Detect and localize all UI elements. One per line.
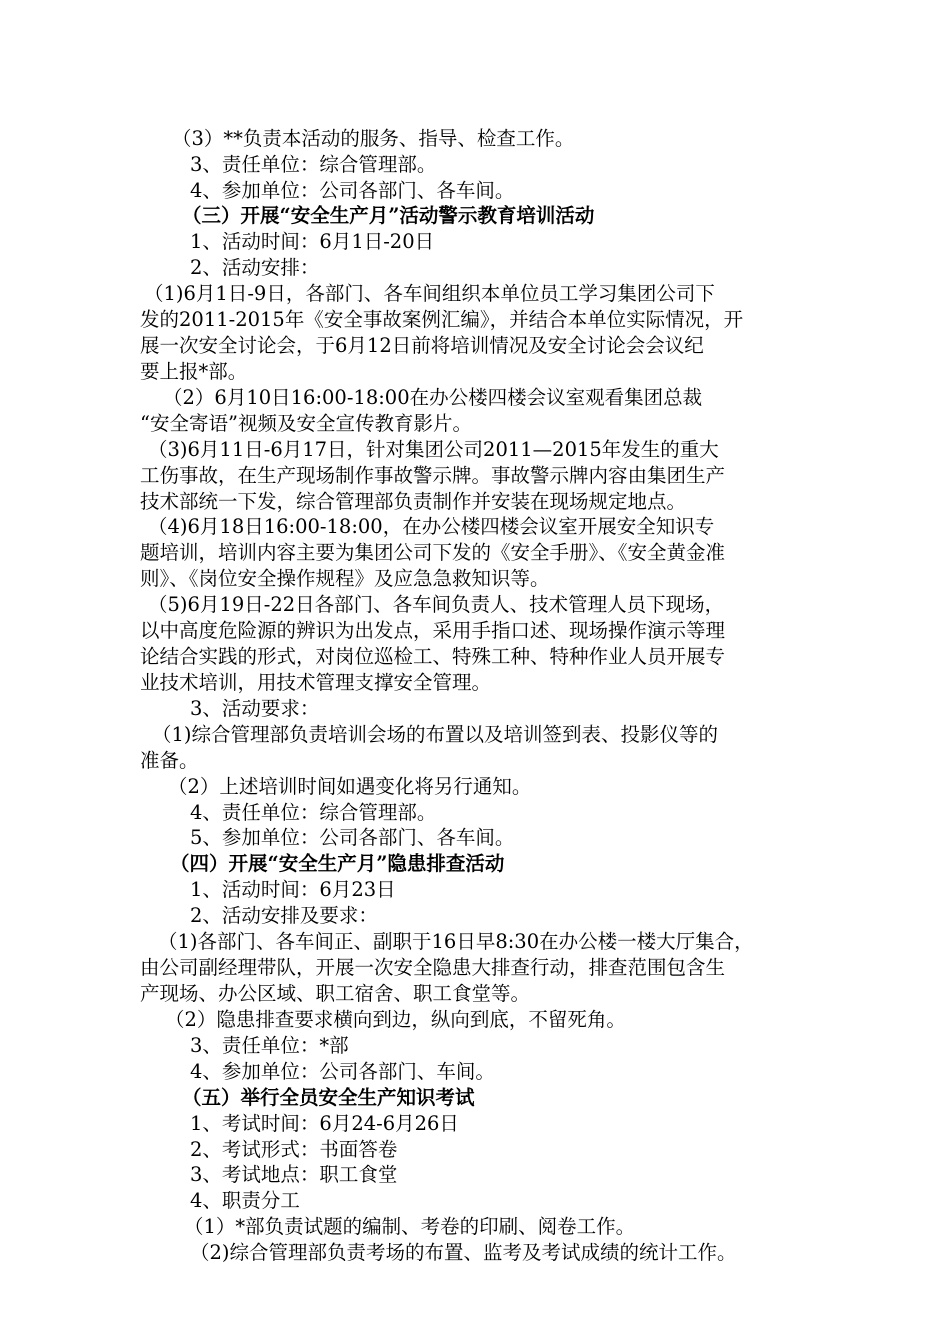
paragraph-line: 则》、《岗位安全操作规程》及应急急救知识等。 [140,567,550,590]
list-item: 3、活动要求： [190,697,320,720]
paragraph-line: 由公司副经理带队，开展一次安全隐患大排查行动，排查范围包含生 [140,956,726,979]
paragraph-line: （1)综合管理部负责培训会场的布置以及培训签到表、投影仪等的 [152,723,719,746]
list-item: 2、考试形式：书面答卷 [190,1138,398,1161]
list-item: 3、责任单位：*部 [190,1034,349,1057]
paragraph-line: （1)6月1日-9日，各部门、各车间组织本单位员工学习集团公司下 [144,282,715,305]
paragraph-line: （1)各部门、各车间正、副职于16日早8:30在办公楼一楼大厅集合， [158,930,754,953]
list-item: （2）隐患排查要求横向到边，纵向到底，不留死角。 [165,1008,626,1031]
list-item: 4、参加单位：公司各部门、各车间。 [190,179,515,202]
paragraph-line: （3)6月11日-6月17日，针对集团公司2011—2015年发生的重大 [148,438,719,461]
list-item: 4、参加单位：公司各部门、车间。 [190,1060,495,1083]
paragraph-line: （4)6月18日16:00-18:00，在办公楼四楼会议室开展安全知识专 [148,515,715,538]
paragraph-line: 发的2011-2015年《安全事故案例汇编》，并结合本单位实际情况，开 [140,308,744,331]
section-heading: （四）开展“安全生产月”隐患排查活动 [170,852,505,875]
list-item: 2、活动安排及要求： [190,904,378,927]
list-item: 3、责任单位：综合管理部。 [190,153,437,176]
section-heading: （三）开展“安全生产月”活动警示教育培训活动 [182,204,595,227]
list-item: （2）上述培训时间如遇变化将另行通知。 [168,775,532,798]
list-item: 1、活动时间：6月23日 [190,878,396,901]
paragraph-line: 论结合实践的形式，对岗位巡检工、特殊工种、特种作业人员开展专 [140,645,726,668]
list-item: 2、活动安排： [190,256,320,279]
list-item: 4、责任单位：综合管理部。 [190,801,437,824]
list-item: 3、考试地点：职工食堂 [190,1163,398,1186]
list-item: （2)综合管理部负责考场的布置、监考及考试成绩的统计工作。 [190,1241,737,1264]
paragraph-line: 产现场、办公区域、职工宿舍、职工食堂等。 [140,982,531,1005]
paragraph-line: 以中高度危险源的辨识为出发点，采用手指口述、现场操作演示等理 [140,619,726,642]
paragraph-line: 展一次安全讨论会，于6月12日前将培训情况及安全讨论会会议纪 [140,334,704,357]
paragraph-line: 准备。 [140,749,199,772]
paragraph-line: 题培训，培训内容主要为集团公司下发的《安全手册》、《安全黄金准 [140,541,726,564]
paragraph-line: 工伤事故，在生产现场制作事故警示牌。事故警示牌内容由集团生产 [140,464,726,487]
list-item: （1）*部负责试题的编制、考卷的印刷、阅卷工作。 [184,1215,636,1238]
list-item: （3）**负责本活动的服务、指导、检查工作。 [172,127,575,150]
paragraph-line: 技术部统一下发，综合管理部负责制作并安装在现场规定地点。 [140,490,687,513]
paragraph-line: 要上报*部。 [140,360,248,383]
paragraph-line: 业技术培训，用技术管理支撑安全管理。 [140,671,492,694]
paragraph-line: “安全寄语”视频及安全宣传教育影片。 [140,412,472,435]
section-heading: （五）举行全员安全生产知识考试 [182,1086,475,1109]
list-item: 1、活动时间：6月1日-20日 [190,230,435,253]
list-item: 1、考试时间：6月24-6月26日 [190,1112,459,1135]
list-item: 4、职责分工 [190,1189,300,1212]
list-item: 5、参加单位：公司各部门、各车间。 [190,826,515,849]
paragraph-line: （2）6月10日16:00-18:00在办公楼四楼会议室观看集团总裁 [163,386,703,409]
paragraph-line: （5)6月19日-22日各部门、各车间负责人、技术管理人员下现场， [148,593,725,616]
